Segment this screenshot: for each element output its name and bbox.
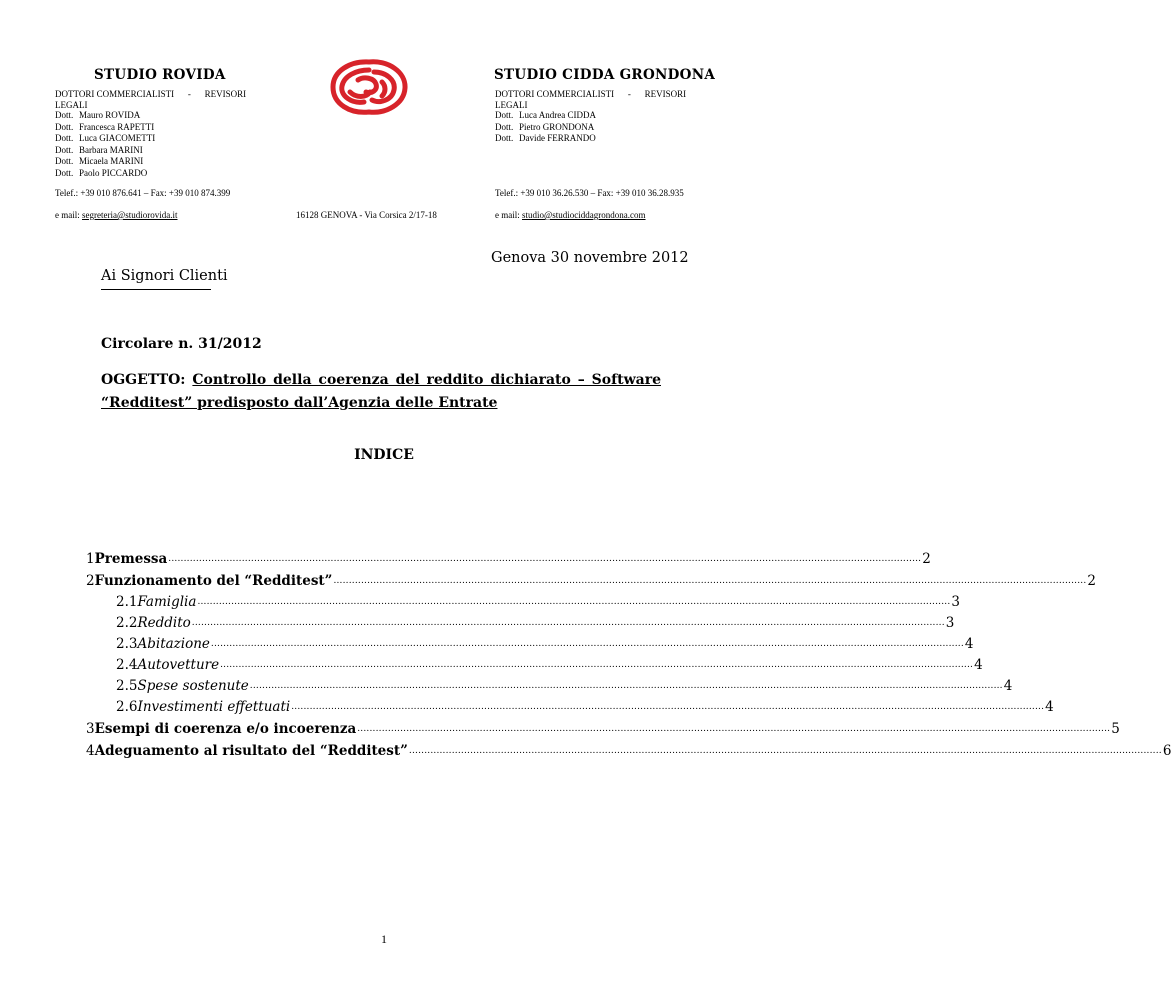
circular-number: Circolare n. 31/2012 xyxy=(101,336,262,352)
member-row xyxy=(55,145,155,157)
email-label: e mail: xyxy=(495,210,520,220)
right-studio-name: STUDIO CIDDA GRONDONA xyxy=(494,67,716,83)
left-email-line xyxy=(55,210,178,221)
member-name: Davide FERRANDO xyxy=(519,133,596,143)
right-email-link[interactable]: studio@studiociddagrondona.com xyxy=(522,210,646,220)
toc-page: 2 xyxy=(922,551,931,567)
toc-num: 2.4 xyxy=(116,657,138,673)
toc-leader: ...................................................................................................................................................................................................................................................... xyxy=(191,618,945,628)
member-row xyxy=(495,122,596,134)
subject-label: OGGETTO: xyxy=(101,372,186,388)
toc-label: Abitazione xyxy=(137,636,210,652)
left-email-link[interactable]: segreteria@studiorovida.it xyxy=(82,210,178,220)
right-members-list xyxy=(495,110,596,145)
toc-page: 5 xyxy=(1111,721,1120,737)
member-row xyxy=(495,110,596,122)
toc-page: 4 xyxy=(974,657,983,673)
member-row xyxy=(55,156,155,168)
toc-label: Reddito xyxy=(137,615,191,631)
subject-line-2: “Redditest” predisposto dall’Agenzia delle Entrate xyxy=(101,395,498,411)
member-row xyxy=(55,133,155,145)
email-label: e mail: xyxy=(55,210,80,220)
toc-num: 2 xyxy=(86,573,95,589)
left-phone: Telef.: +39 010 876.641 – Fax: +39 010 874.399 xyxy=(55,188,231,198)
toc-item-premessa[interactable] xyxy=(86,546,931,567)
toc-leader: ...................................................................................................................................................................................................................................................... xyxy=(408,746,1162,756)
toc-item-esempi[interactable] xyxy=(86,716,1120,737)
member-row xyxy=(55,110,155,122)
member-name: Barbara MARINI xyxy=(79,144,143,155)
toc-label: Investimenti effettuati xyxy=(137,699,291,715)
studio-logo-icon xyxy=(328,58,410,116)
member-row xyxy=(495,133,596,145)
subject-text-1: Controllo della coerenza del reddito dichiarato – Software xyxy=(192,372,661,388)
toc-item-adeguamento[interactable] xyxy=(86,738,1171,759)
toc-item-famiglia[interactable] xyxy=(116,589,960,610)
toc-label: Funzionamento del “Redditest” xyxy=(94,573,333,589)
toc-item-abitazione[interactable] xyxy=(116,631,974,652)
toc-num: 2.3 xyxy=(116,636,138,652)
member-name: Pietro GRONDONA xyxy=(519,121,595,132)
member-name: Luca Andrea CIDDA xyxy=(519,110,596,120)
toc-num: 2.6 xyxy=(116,699,138,715)
member-title: Dott. xyxy=(55,133,74,143)
subtitle-left: DOTTORI COMMERCIALISTI xyxy=(495,89,615,99)
letter-date: Genova 30 novembre 2012 xyxy=(491,250,689,266)
subject-line-1 xyxy=(101,372,661,388)
recipient: Ai Signori Clienti xyxy=(101,268,228,284)
toc-leader: ...................................................................................................................................................................................................................................................... xyxy=(249,681,1003,691)
toc-label: Adeguamento al risultato del “Redditest” xyxy=(94,743,408,759)
toc-leader: ...................................................................................................................................................................................................................................................... xyxy=(291,702,1045,712)
toc-leader: ...................................................................................................................................................................................................................................................... xyxy=(357,724,1111,734)
toc-page: 4 xyxy=(1045,699,1054,715)
member-name: Mauro ROVIDA xyxy=(79,110,141,120)
subtitle-right: REVISORI LEGALI xyxy=(55,89,247,110)
member-name: Francesca RAPETTI xyxy=(79,121,155,132)
toc-page: 4 xyxy=(964,636,974,652)
toc-leader: ...................................................................................................................................................................................................................................................... xyxy=(220,660,974,670)
toc-label: Autovetture xyxy=(137,657,220,673)
member-title: Dott. xyxy=(55,144,74,155)
left-studio-subtitle xyxy=(55,89,255,111)
recipient-rule xyxy=(101,289,211,290)
right-email-line xyxy=(495,210,646,221)
toc-leader: ...................................................................................................................................................................................................................................................... xyxy=(333,576,1087,586)
member-title: Dott. xyxy=(495,121,514,132)
toc-item-funzionamento[interactable] xyxy=(86,568,1096,589)
toc-num: 4 xyxy=(86,743,95,759)
subtitle-right: REVISORI LEGALI xyxy=(495,89,687,110)
page-number: 1 xyxy=(381,932,387,946)
right-phone: Telef.: +39 010 36.26.530 – Fax: +39 010 36.28.935 xyxy=(495,188,684,198)
member-title: Dott. xyxy=(55,156,74,166)
member-row xyxy=(55,122,155,134)
toc-num: 1 xyxy=(86,551,95,567)
subtitle-sep: - xyxy=(627,89,631,99)
member-title: Dott. xyxy=(495,110,514,120)
member-row xyxy=(55,168,155,180)
toc-page: 4 xyxy=(1003,678,1013,694)
left-members-list xyxy=(55,110,155,179)
left-studio-name: STUDIO ROVIDA xyxy=(94,67,226,83)
toc-item-spese-sostenute[interactable] xyxy=(116,673,1013,694)
member-title: Dott. xyxy=(495,133,514,143)
toc-label: Esempi di coerenza e/o incoerenza xyxy=(94,721,357,737)
toc-item-reddito[interactable] xyxy=(116,610,955,631)
member-name: Luca GIACOMETTI xyxy=(79,133,156,143)
subtitle-sep: - xyxy=(187,89,191,99)
subtitle-left: DOTTORI COMMERCIALISTI xyxy=(55,89,175,99)
toc-num: 3 xyxy=(86,721,95,737)
toc-num: 2.1 xyxy=(116,594,138,610)
member-title: Dott. xyxy=(55,110,74,120)
right-studio-subtitle xyxy=(495,89,715,111)
toc-item-autovetture[interactable] xyxy=(116,652,983,673)
member-title: Dott. xyxy=(55,121,74,132)
toc-num: 2.2 xyxy=(116,615,138,631)
toc-page: 6 xyxy=(1162,743,1171,759)
index-title: INDICE xyxy=(354,447,414,463)
member-title: Dott. xyxy=(55,167,74,178)
toc-page: 3 xyxy=(945,615,955,631)
toc-num: 2.5 xyxy=(116,678,138,694)
member-name: Paolo PICCARDO xyxy=(79,167,148,178)
address: 16128 GENOVA - Via Corsica 2/17-18 xyxy=(296,210,437,220)
toc-label: Famiglia xyxy=(137,594,197,610)
toc-label: Premessa xyxy=(94,551,168,567)
toc-page: 2 xyxy=(1087,573,1096,589)
toc-item-investimenti[interactable] xyxy=(116,694,1054,715)
toc-leader: ...................................................................................................................................................................................................................................................... xyxy=(210,639,964,649)
member-name: Micaela MARINI xyxy=(79,156,144,166)
toc-label: Spese sostenute xyxy=(137,678,249,694)
toc-page: 3 xyxy=(951,594,960,610)
toc-leader: ...................................................................................................................................................................................................................................................... xyxy=(197,597,951,607)
toc-leader: ...................................................................................................................................................................................................................................................... xyxy=(168,554,922,564)
